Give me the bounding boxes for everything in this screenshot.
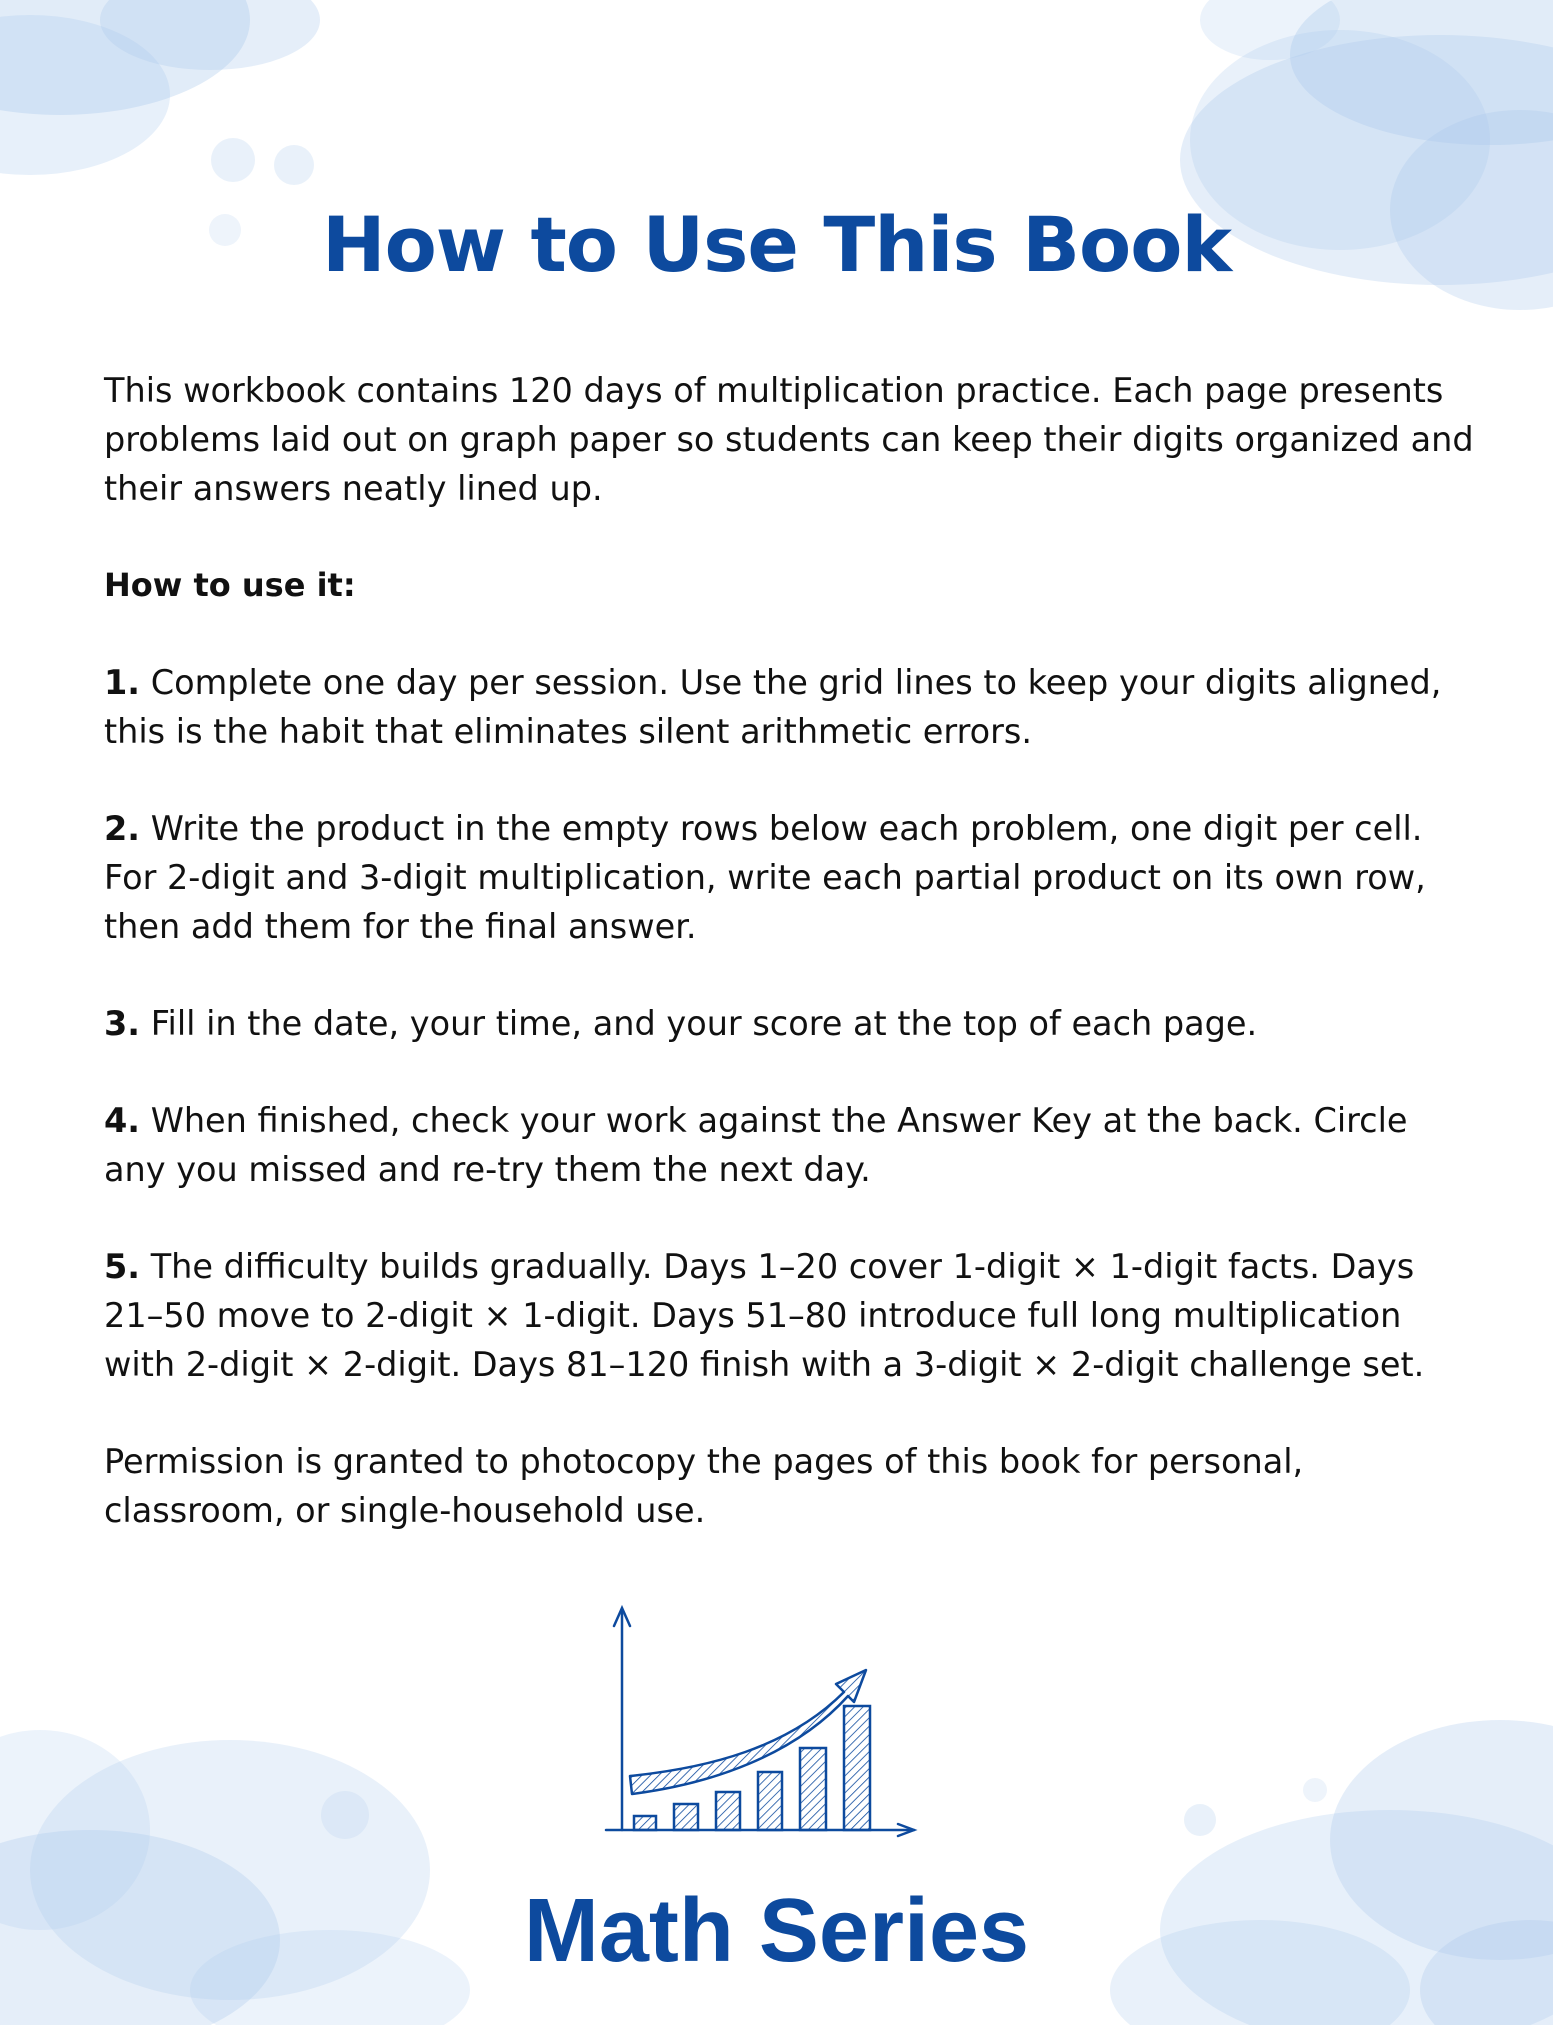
step-number: 1. <box>104 663 141 702</box>
step-text: The difficulty builds gradually. Days 1–20 cover 1-digit × 1-digit facts. Days 21–50 move to 2-digit × 1-digit. Days 51–80 introduce full long multiplication with 2-digit × 2-digit. Days 81–120 finish with a 3-digit × 2-digit challenge set. <box>104 1247 1425 1384</box>
step-item-1 <box>104 658 1474 756</box>
rising-bar-chart-with-arrow-icon <box>598 1598 928 1848</box>
step-item-4 <box>104 1096 1474 1194</box>
step-item-3 <box>104 999 1474 1048</box>
instructions-body <box>104 366 1474 1583</box>
how-to-heading: How to use it: <box>104 566 356 604</box>
step-number: 2. <box>104 809 141 848</box>
step-text: Fill in the date, your time, and your score at the top of each page. <box>140 1004 1258 1043</box>
step-number: 5. <box>104 1247 141 1286</box>
step-text: Complete one day per session. Use the grid lines to keep your digits aligned, this is the habit that eliminates silent arithmetic errors. <box>104 663 1442 751</box>
series-name: Math Series <box>523 1881 1030 1981</box>
step-number: 4. <box>104 1101 141 1140</box>
permission-note: Permission is granted to photocopy the pages of this book for personal, classroom, or single-household use. <box>104 1442 1304 1530</box>
step-text: When finished, check your work against the Answer Key at the back. Circle any you missed and re-try them the next day. <box>104 1101 1408 1189</box>
step-item-2 <box>104 804 1474 951</box>
step-item-5 <box>104 1242 1474 1389</box>
step-text: Write the product in the empty rows below each problem, one digit per cell. For 2-digit and 3-digit multiplication, write each partial product on its own row, then add them for the final answer. <box>104 809 1426 946</box>
page-title: How to Use This Book <box>321 200 1232 289</box>
intro-paragraph: This workbook contains 120 days of multiplication practice. Each page presents problems laid out on graph paper so students can keep their digits organized and their answers neatly lined up. <box>104 371 1474 508</box>
step-number: 3. <box>104 1004 141 1043</box>
